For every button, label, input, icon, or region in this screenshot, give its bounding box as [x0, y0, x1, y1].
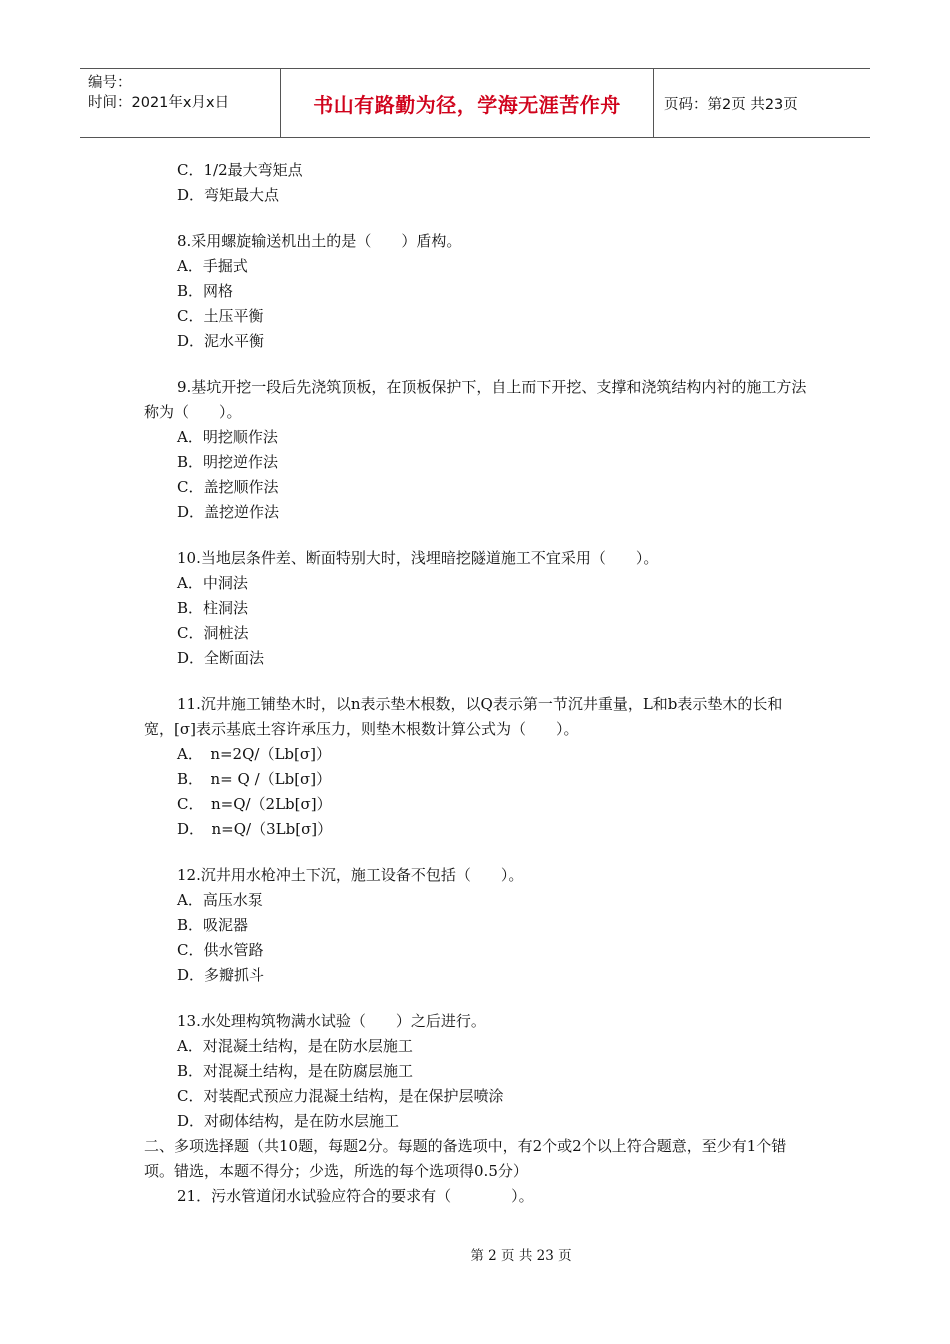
prev-option: D．弯矩最大点: [177, 186, 280, 204]
answer-option: D．盖挖逆作法: [177, 503, 280, 521]
number-label: 编号：: [88, 75, 132, 91]
header-meta: [80, 69, 281, 137]
question-stem: 13.水处理构筑物满水试验（ ）之后进行。: [177, 1012, 486, 1030]
answer-option: A．手掘式: [177, 257, 248, 275]
question-stem: 9.基坑开挖一段后先浇筑顶板，在顶板保护下，自上而下开挖、支撑和浇筑结构内衬的施工方法称为（ ）。: [144, 378, 807, 421]
page-header: [80, 68, 870, 138]
answer-option: C．土压平衡: [177, 307, 264, 325]
answer-option: C．洞桩法: [177, 624, 249, 642]
question-8: [144, 229, 810, 354]
page-footer: 第 2 页 共 23 页: [470, 1248, 572, 1264]
question-11: [144, 692, 810, 842]
answer-option: C． n=Q/（2Lb[σ]）: [177, 795, 332, 813]
answer-option: A．中洞法: [177, 574, 248, 592]
answer-option: A．高压水泵: [177, 891, 263, 909]
question-stem: 12.沉井用水枪冲土下沉，施工设备不包括（ ）。: [177, 866, 524, 884]
answer-option: D．全断面法: [177, 649, 265, 667]
answer-option: B． n= Q /（Lb[σ]）: [177, 770, 332, 788]
answer-option: D． n=Q/（3Lb[σ]）: [177, 820, 333, 838]
question-stem: 10.当地层条件差、断面特别大时，浅埋暗挖隧道施工不宜采用（ ）。: [177, 549, 659, 567]
time-label: 时间：2021年x月x日: [88, 95, 230, 111]
answer-option: B．网格: [177, 282, 234, 300]
header-page-label: 页码：第2页 共23页: [664, 96, 798, 113]
answer-option: D．多瓣抓斗: [177, 966, 265, 984]
question-21-stem: 21．污水管道闭水试验应符合的要求有（ ）。: [177, 1187, 534, 1205]
answer-option: B．对混凝土结构，是在防腐层施工: [177, 1062, 414, 1080]
question-12: [144, 863, 810, 988]
answer-option: B．柱洞法: [177, 599, 249, 617]
answer-option: A．明挖顺作法: [177, 428, 278, 446]
answer-option: C．对装配式预应力混凝土结构，是在保护层喷涂: [177, 1087, 504, 1105]
question-stem: 8.采用螺旋输送机出土的是（ ）盾构。: [177, 232, 462, 250]
answer-option: A．对混凝土结构，是在防水层施工: [177, 1037, 413, 1055]
answer-option: D．泥水平衡: [177, 332, 265, 350]
header-motto: 书山有路勤为径，学海无涯苦作舟: [281, 69, 654, 137]
answer-option: D．对砌体结构，是在防水层施工: [177, 1112, 400, 1130]
question-stem: 11.沉井施工铺垫木时，以n表示垫木根数，以Q表示第一节沉井重量，L和b表示垫木的长和宽，[σ]表示基底土容许承压力，则垫木根数计算公式为（ ）。: [144, 695, 783, 738]
section-heading-multiple-choice: 二、多项选择题（共10题，每题2分。每题的备选项中，有2个或2个以上符合题意，至少有1个错项。错选，本题不得分；少选，所选的每个选项得0.5分）: [144, 1137, 787, 1180]
answer-option: C．供水管路: [177, 941, 264, 959]
answer-option: A． n=2Q/（Lb[σ]）: [177, 745, 331, 763]
question-10: [144, 546, 810, 671]
answer-option: B．吸泥器: [177, 916, 249, 934]
document-body: [144, 158, 810, 1209]
question-9: [144, 375, 810, 525]
answer-option: C．盖挖顺作法: [177, 478, 279, 496]
prev-option: C．1/2最大弯矩点: [177, 161, 303, 179]
answer-option: B．明挖逆作法: [177, 453, 279, 471]
question-13: [144, 1009, 810, 1134]
